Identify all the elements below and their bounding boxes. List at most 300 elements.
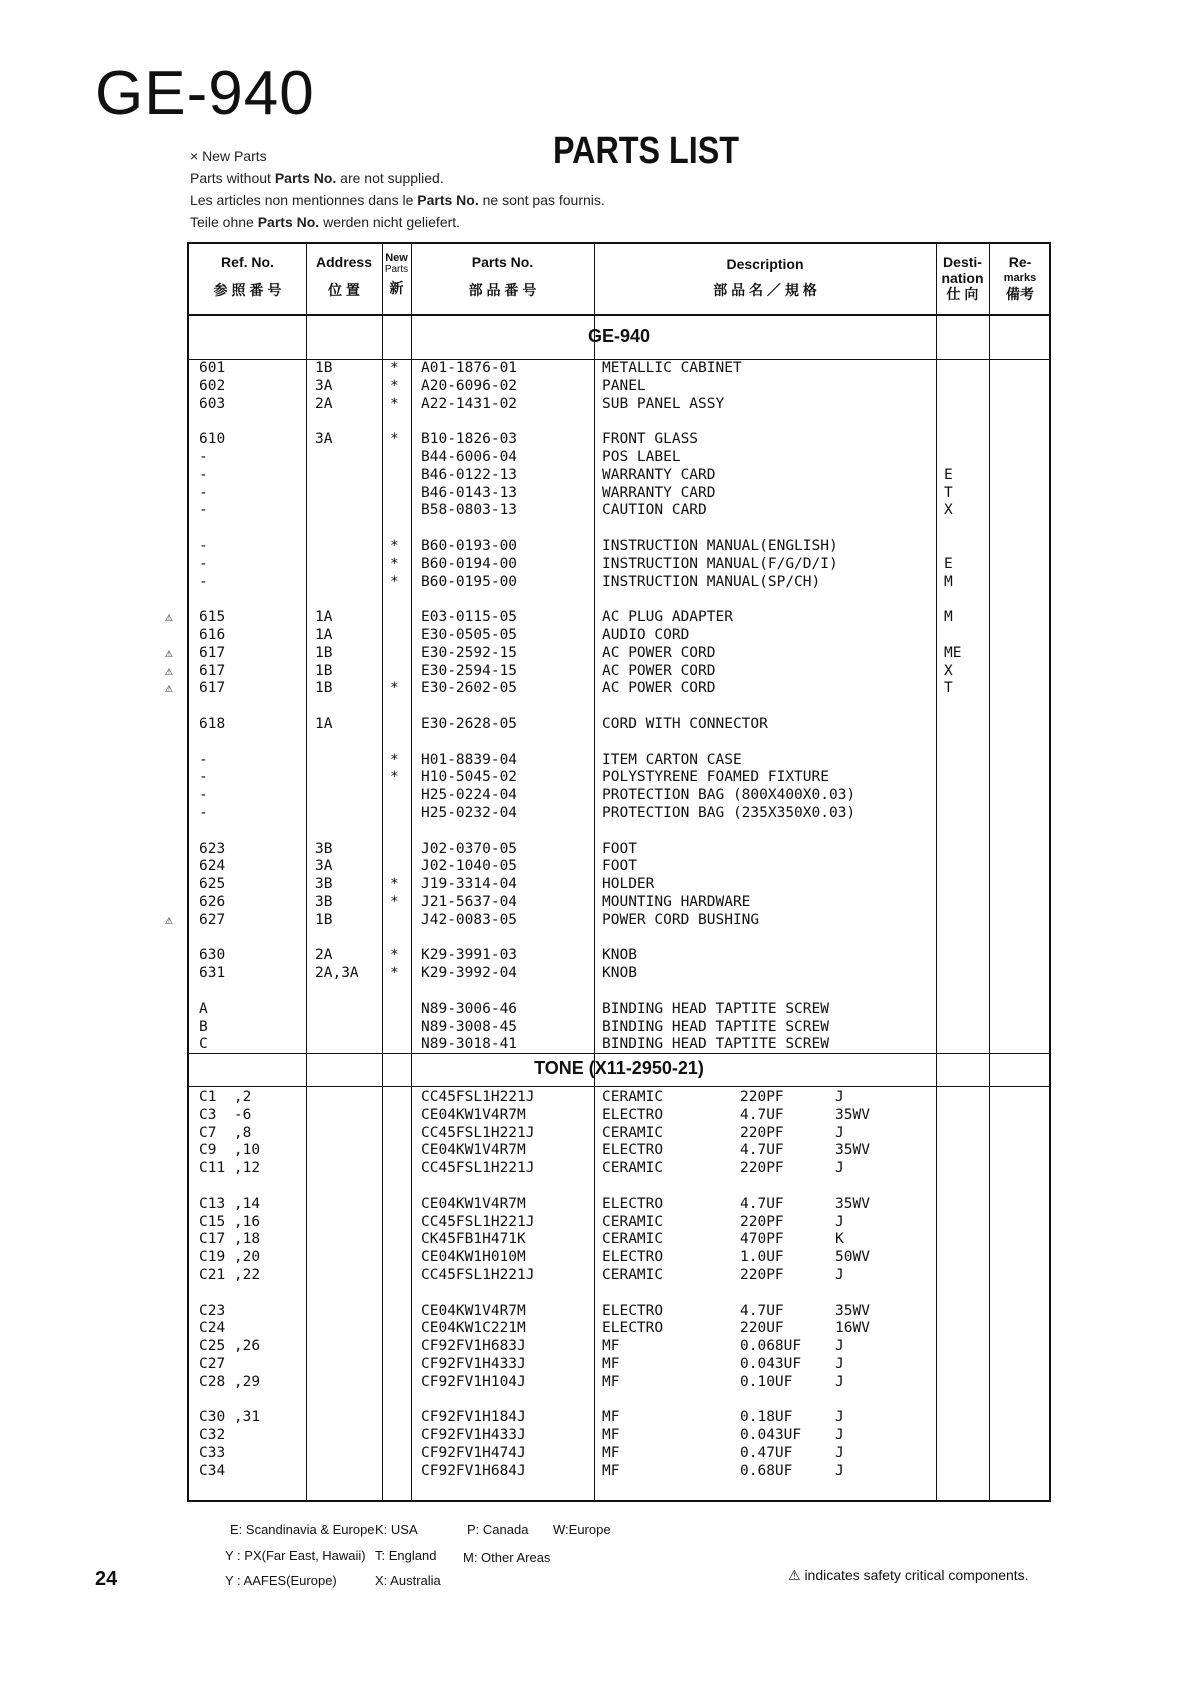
cell-ref: C17 ,18	[199, 1231, 261, 1248]
cell-ref: C25 ,26	[199, 1338, 261, 1355]
table-row	[189, 396, 1049, 414]
legend-k: K: USA	[375, 1522, 418, 1537]
cell-value: 220PF	[740, 1213, 784, 1230]
cell-description: INSTRUCTION MANUAL(ENGLISH)	[602, 538, 838, 554]
cell-value: 0.68UF	[740, 1462, 793, 1479]
note-fr: Les articles non mentionnes dans le Parts No. ne sont pas fournis.	[190, 192, 605, 208]
table-row	[189, 805, 1049, 823]
cell-description: PROTECTION BAG (235X350X0.03)	[602, 805, 856, 821]
cell-part-no: CE04KW1V4R7M	[421, 1142, 526, 1159]
safety-warning-icon: ⚠	[165, 681, 173, 697]
cell-address: 1B	[315, 360, 333, 376]
table-row	[189, 1374, 1049, 1392]
page-number: 24	[95, 1568, 118, 1590]
cell-description: ELECTRO	[602, 1106, 664, 1123]
header-address: Address 位 置	[315, 254, 373, 298]
cell-ref: 615	[199, 609, 226, 626]
table-row	[189, 858, 1049, 876]
cell-value: 470PF	[740, 1231, 784, 1248]
cell-part-no: H10-5045-02	[421, 769, 518, 786]
table-row	[189, 1019, 1049, 1037]
cell-ref: 602	[199, 377, 226, 394]
cell-value: 4.7UF	[740, 1106, 784, 1123]
cell-ref: C3 -6	[199, 1106, 252, 1123]
table-row	[189, 876, 1049, 894]
cell-part-no: CC45FSL1H221J	[421, 1267, 535, 1283]
cell-part-no: H01-8839-04	[421, 751, 518, 768]
cell-ref: C19 ,20	[199, 1249, 261, 1266]
cell-description: PANEL	[602, 377, 646, 394]
cell-ref: C15 ,16	[199, 1213, 261, 1230]
table-row	[189, 787, 1049, 805]
cell-rating: 35WV	[835, 1302, 870, 1319]
cell-address: 1A	[315, 716, 333, 732]
cell-part-no: CC45FSL1H221J	[421, 1213, 535, 1230]
cell-new-part: *	[390, 894, 399, 910]
header-destination: Desti- nation 仕 向	[941, 254, 984, 302]
cell-part-no: B60-0194-00	[421, 555, 518, 572]
cell-description: INSTRUCTION MANUAL(F/G/D/I)	[602, 555, 838, 572]
cell-description: WARRANTY CARD	[602, 484, 716, 501]
table-row	[189, 894, 1049, 912]
cell-ref: A	[199, 1000, 208, 1017]
cell-new-part: *	[390, 947, 399, 964]
cell-description: AC POWER CORD	[602, 644, 716, 661]
cell-part-no: CF92FV1H474J	[421, 1445, 526, 1461]
table-row	[189, 574, 1049, 592]
cell-ref: C30 ,31	[199, 1409, 261, 1426]
table-row	[189, 1338, 1049, 1356]
section-title-tone: TONE (X11-2950-21)	[534, 1058, 704, 1078]
cell-description: CERAMIC	[602, 1160, 664, 1177]
cell-part-no: CE04KW1C221M	[421, 1320, 526, 1337]
cell-description: CAUTION CARD	[602, 502, 707, 519]
cell-part-no: J02-0370-05	[421, 840, 518, 857]
table-row	[165, 644, 1049, 663]
cell-ref: -	[199, 769, 208, 786]
safety-warning-icon: ⚠	[165, 645, 173, 661]
cell-rating: 35WV	[835, 1142, 870, 1159]
cell-description: KNOB	[602, 965, 637, 982]
cell-new-part: *	[390, 377, 399, 394]
cell-part-no: CE04KW1V4R7M	[421, 1195, 526, 1212]
cell-part-no: K29-3991-03	[421, 947, 518, 964]
cell-new-part: *	[390, 680, 399, 697]
cell-address: 2A,3A	[315, 965, 359, 982]
cell-value: 4.7UF	[740, 1142, 784, 1159]
cell-description: MF	[602, 1373, 620, 1390]
cell-part-no: E30-2594-15	[421, 662, 518, 679]
cell-ref: -	[199, 573, 208, 590]
cell-description: AC POWER CORD	[602, 680, 716, 697]
cell-part-no: CC45FSL1H221J	[421, 1124, 535, 1141]
cell-address: 3A	[315, 858, 333, 875]
cell-rating: 35WV	[835, 1195, 870, 1212]
cell-part-no: CK45FB1H471K	[421, 1231, 526, 1248]
cell-ref: 616	[199, 627, 226, 643]
safety-note: ⚠ indicates safety critical components.	[788, 1567, 1029, 1583]
cell-address: 2A	[315, 395, 333, 412]
cell-ref: -	[199, 466, 208, 483]
table-row	[189, 841, 1049, 859]
cell-description: POWER CORD BUSHING	[602, 911, 760, 928]
table-row	[189, 1463, 1049, 1481]
cell-description: MF	[602, 1462, 620, 1479]
cell-ref: C11 ,12	[199, 1160, 261, 1177]
table-row	[189, 360, 1049, 378]
cell-new-part: *	[390, 751, 399, 768]
table-row	[189, 1142, 1049, 1160]
cell-description: POLYSTYRENE FOAMED FIXTURE	[602, 769, 829, 786]
cell-description: AC POWER CORD	[602, 662, 716, 679]
table-row	[165, 680, 1049, 698]
table-row	[189, 1036, 1049, 1054]
cell-new-part: *	[390, 360, 399, 376]
cell-ref: -	[199, 502, 208, 519]
table-row	[189, 1427, 1049, 1445]
cell-description: WARRANTY CARD	[602, 466, 716, 483]
legend-y2: Y : AAFES(Europe)	[225, 1573, 337, 1588]
parts-list-title: PARTS LIST	[553, 130, 740, 172]
cell-part-no: H25-0232-04	[421, 805, 518, 821]
cell-address: 3B	[315, 876, 333, 893]
cell-value: 0.10UF	[740, 1373, 793, 1390]
header-ref: Ref. No. 参 照 番 号	[213, 254, 282, 298]
cell-part-no: A20-6096-02	[421, 377, 518, 394]
cell-description: FOOT	[602, 840, 637, 857]
cell-ref: 617	[199, 662, 226, 679]
cell-part-no: E30-2592-15	[421, 644, 518, 661]
cell-description: MOUNTING HARDWARE	[602, 894, 751, 910]
cell-rating: 50WV	[835, 1249, 870, 1266]
table-row	[189, 1320, 1049, 1338]
cell-rating: J	[835, 1445, 844, 1461]
cell-ref: 631	[199, 965, 226, 982]
cell-destination: X	[944, 662, 953, 679]
cell-part-no: CE04KW1V4R7M	[421, 1106, 526, 1123]
cell-address: 1A	[315, 627, 333, 643]
cell-ref: C	[199, 1036, 208, 1053]
cell-new-part: *	[390, 538, 399, 554]
table-row	[165, 662, 1049, 681]
table-row	[189, 1303, 1049, 1321]
cell-part-no: CF92FV1H433J	[421, 1427, 526, 1444]
cell-value: 4.7UF	[740, 1195, 784, 1212]
cell-rating: J	[835, 1089, 844, 1105]
cell-ref: C24	[199, 1320, 226, 1337]
safety-warning-icon: ⚠	[165, 663, 173, 679]
cell-ref: 626	[199, 894, 226, 910]
cell-ref: C32	[199, 1427, 226, 1444]
table-row	[189, 947, 1049, 965]
cell-part-no: B60-0195-00	[421, 573, 518, 590]
model-title: GE-940	[95, 59, 315, 128]
cell-ref: C23	[199, 1302, 226, 1319]
cell-rating: J	[835, 1160, 844, 1177]
cell-ref: -	[199, 805, 208, 821]
cell-rating: J	[835, 1213, 844, 1230]
cell-part-no: B46-0143-13	[421, 484, 518, 501]
cell-description: FOOT	[602, 858, 637, 875]
cell-part-no: E30-2602-05	[421, 680, 518, 697]
cell-value: 0.47UF	[740, 1445, 793, 1461]
table-row	[189, 1196, 1049, 1214]
table-row	[189, 1214, 1049, 1232]
cell-address: 3A	[315, 431, 333, 448]
table-row	[189, 769, 1049, 787]
cell-part-no: J21-5637-04	[421, 894, 518, 910]
cell-ref: 617	[199, 680, 226, 697]
cell-description: MF	[602, 1356, 620, 1372]
cell-destination: M	[944, 573, 953, 590]
cell-ref: 627	[199, 911, 226, 928]
cell-rating: J	[835, 1373, 844, 1390]
cell-part-no: J19-3314-04	[421, 876, 518, 893]
cell-description: HOLDER	[602, 876, 655, 893]
cell-value: 220PF	[740, 1160, 784, 1177]
cell-part-no: E30-0505-05	[421, 627, 518, 643]
table-row	[189, 467, 1049, 485]
cell-rating: J	[835, 1427, 844, 1444]
cell-description: CERAMIC	[602, 1124, 664, 1141]
cell-description: ELECTRO	[602, 1302, 664, 1319]
cell-part-no: J42-0083-05	[421, 911, 518, 928]
cell-part-no: CF92FV1H104J	[421, 1373, 526, 1390]
cell-new-part: *	[390, 395, 399, 412]
cell-address: 1B	[315, 662, 333, 679]
table-row	[189, 1409, 1049, 1427]
cell-part-no: N89-3008-45	[421, 1018, 518, 1035]
cell-part-no: A22-1431-02	[421, 395, 518, 412]
cell-description: CERAMIC	[602, 1267, 664, 1283]
cell-rating: J	[835, 1338, 844, 1355]
cell-destination: T	[944, 680, 953, 697]
cell-description: AUDIO CORD	[602, 627, 690, 643]
cell-ref: 601	[199, 360, 226, 376]
safety-warning-icon: ⚠	[165, 610, 173, 626]
table-row	[189, 1001, 1049, 1019]
cell-description: FRONT GLASS	[602, 431, 699, 448]
table-row	[189, 485, 1049, 503]
cell-value: 220PF	[740, 1267, 784, 1283]
cell-value: 220PF	[740, 1089, 784, 1105]
cell-address: 3B	[315, 840, 333, 857]
table-row	[165, 609, 1049, 627]
cell-description: KNOB	[602, 947, 637, 964]
cell-ref: 618	[199, 716, 226, 732]
cell-part-no: CF92FV1H683J	[421, 1338, 526, 1355]
cell-rating: 35WV	[835, 1106, 870, 1123]
cell-part-no: CF92FV1H684J	[421, 1462, 526, 1479]
header-new-parts: New Parts 新	[384, 252, 409, 296]
table-row	[189, 752, 1049, 770]
cell-ref: C21 ,22	[199, 1267, 261, 1283]
cell-description: CERAMIC	[602, 1213, 664, 1230]
cell-destination: M	[944, 609, 953, 626]
cell-description: AC PLUG ADAPTER	[602, 609, 733, 626]
cell-part-no: CF92FV1H433J	[421, 1356, 526, 1372]
cell-ref: C7 ,8	[199, 1124, 252, 1141]
cell-ref: -	[199, 555, 208, 572]
cell-ref: 610	[199, 431, 226, 448]
cell-value: 0.043UF	[740, 1427, 802, 1444]
cell-rating: K	[835, 1231, 844, 1248]
cell-ref: 625	[199, 876, 226, 893]
cell-ref: -	[199, 787, 208, 804]
cell-description: MF	[602, 1409, 620, 1426]
table-row	[189, 1160, 1049, 1178]
cell-address: 1A	[315, 609, 333, 626]
cell-ref: B	[199, 1018, 208, 1035]
cell-rating: J	[835, 1267, 844, 1283]
cell-address: 3B	[315, 894, 333, 910]
cell-description: MF	[602, 1427, 620, 1444]
cell-rating: J	[835, 1356, 844, 1372]
table-row	[189, 965, 1049, 983]
cell-new-part: *	[390, 555, 399, 572]
note-de: Teile ohne Parts No. werden nicht geliefert.	[190, 214, 461, 230]
cell-destination: X	[944, 502, 953, 519]
table-row	[189, 538, 1049, 556]
cell-ref: C13 ,14	[199, 1195, 261, 1212]
legend-w: W:Europe	[553, 1522, 611, 1537]
cell-value: 0.068UF	[740, 1338, 802, 1355]
cell-description: BINDING HEAD TAPTITE SCREW	[602, 1018, 829, 1035]
cell-value: 1.0UF	[740, 1249, 784, 1266]
cell-ref: -	[199, 449, 208, 465]
cell-description: POS LABEL	[602, 449, 681, 465]
cell-part-no: B60-0193-00	[421, 538, 518, 554]
cell-rating: J	[835, 1409, 844, 1426]
table-row	[189, 449, 1049, 467]
legend-y1: Y : PX(Far East, Hawaii)	[225, 1548, 366, 1563]
legend-x: X: Australia	[375, 1573, 441, 1588]
cell-part-no: A01-1876-01	[421, 360, 518, 376]
cell-ref: C1 ,2	[199, 1089, 252, 1105]
cell-description: METALLIC CABINET	[602, 360, 742, 376]
table-row	[189, 1089, 1049, 1107]
cell-part-no: B44-6006-04	[421, 449, 518, 465]
cell-new-part: *	[390, 573, 399, 590]
header-remarks: Re- marks 備考	[1003, 254, 1037, 302]
cell-new-part: *	[390, 769, 399, 786]
table-row	[189, 431, 1049, 449]
table-row	[189, 378, 1049, 396]
cell-description: CORD WITH CONNECTOR	[602, 716, 768, 732]
cell-ref: C33	[199, 1445, 226, 1461]
cell-part-no: CC45FSL1H221J	[421, 1160, 535, 1177]
cell-description: INSTRUCTION MANUAL(SP/CH)	[602, 573, 821, 590]
cell-ref: C28 ,29	[199, 1373, 261, 1390]
cell-description: ELECTRO	[602, 1142, 664, 1159]
cell-rating: 16WV	[835, 1320, 870, 1337]
table-row	[189, 1356, 1049, 1374]
cell-description: ELECTRO	[602, 1195, 664, 1212]
cell-rating: J	[835, 1462, 844, 1479]
cell-address: 1B	[315, 644, 333, 661]
cell-ref: -	[199, 751, 208, 768]
header-parts-no: Parts No. 部 品 番 号	[468, 254, 537, 298]
cell-part-no: N89-3018-41	[421, 1036, 518, 1053]
safety-warning-icon: ⚠	[165, 912, 173, 928]
table-row	[189, 1231, 1049, 1249]
cell-part-no: K29-3992-04	[421, 965, 518, 982]
section-title-ge940: GE-940	[587, 326, 651, 346]
cell-address: 1B	[315, 680, 333, 697]
cell-new-part: *	[390, 876, 399, 893]
cell-description: MF	[602, 1445, 620, 1461]
table-row	[165, 911, 1049, 930]
cell-part-no: N89-3006-46	[421, 1000, 518, 1017]
table-row	[189, 627, 1049, 645]
notes	[190, 145, 605, 233]
table-row	[189, 1267, 1049, 1285]
cell-part-no: J02-1040-05	[421, 858, 518, 875]
cell-part-no: B10-1826-03	[421, 431, 518, 448]
cell-description: MF	[602, 1338, 620, 1355]
cell-description: CERAMIC	[602, 1089, 664, 1105]
cell-ref: C9 ,10	[199, 1142, 261, 1159]
cell-value: 0.18UF	[740, 1409, 793, 1426]
table-row	[189, 1107, 1049, 1125]
legend-t: T: England	[375, 1548, 437, 1563]
cell-description: CERAMIC	[602, 1231, 664, 1248]
cell-ref: C27	[199, 1356, 226, 1372]
cell-part-no: B46-0122-13	[421, 466, 518, 483]
table-row	[189, 1249, 1049, 1267]
cell-description: BINDING HEAD TAPTITE SCREW	[602, 1000, 829, 1017]
cell-value: 4.7UF	[740, 1302, 784, 1319]
cell-part-no: CF92FV1H184J	[421, 1409, 526, 1426]
note-en: Parts without Parts No. are not supplied.	[190, 170, 444, 186]
cell-value: 0.043UF	[740, 1356, 802, 1372]
cell-ref: 623	[199, 840, 226, 857]
cell-ref: -	[199, 484, 208, 501]
cell-part-no: H25-0224-04	[421, 787, 518, 804]
cell-description: ELECTRO	[602, 1249, 664, 1266]
legend-m: M: Other Areas	[463, 1550, 551, 1565]
cell-rating: J	[835, 1124, 844, 1141]
cell-address: 2A	[315, 947, 333, 964]
table-row	[189, 1125, 1049, 1143]
cell-ref: 617	[199, 644, 226, 661]
cell-ref: C34	[199, 1462, 226, 1479]
cell-description: ELECTRO	[602, 1320, 664, 1337]
cell-address: 1B	[315, 911, 333, 928]
cell-part-no: E30-2628-05	[421, 716, 518, 732]
table-row	[189, 556, 1049, 574]
cell-part-no: CC45FSL1H221J	[421, 1089, 535, 1105]
cell-destination: E	[944, 466, 953, 483]
cell-ref: 624	[199, 858, 226, 875]
table-row	[189, 1445, 1049, 1463]
header-description: Description 部 品 名 ／ 規 格	[713, 256, 817, 298]
cell-part-no: B58-0803-13	[421, 502, 518, 519]
cell-destination: T	[944, 484, 953, 501]
cell-value: 220UF	[740, 1320, 784, 1337]
cell-destination: ME	[944, 644, 962, 661]
cell-description: BINDING HEAD TAPTITE SCREW	[602, 1036, 829, 1053]
note-new-parts: × New Parts	[190, 148, 267, 164]
cell-part-no: CE04KW1H010M	[421, 1249, 526, 1266]
cell-ref: -	[199, 538, 208, 554]
cell-part-no: E03-0115-05	[421, 609, 518, 626]
parts-table	[165, 242, 1051, 1502]
cell-new-part: *	[390, 965, 399, 982]
cell-destination: E	[944, 555, 953, 572]
table-row	[189, 502, 1049, 520]
cell-description: SUB PANEL ASSY	[602, 395, 725, 412]
